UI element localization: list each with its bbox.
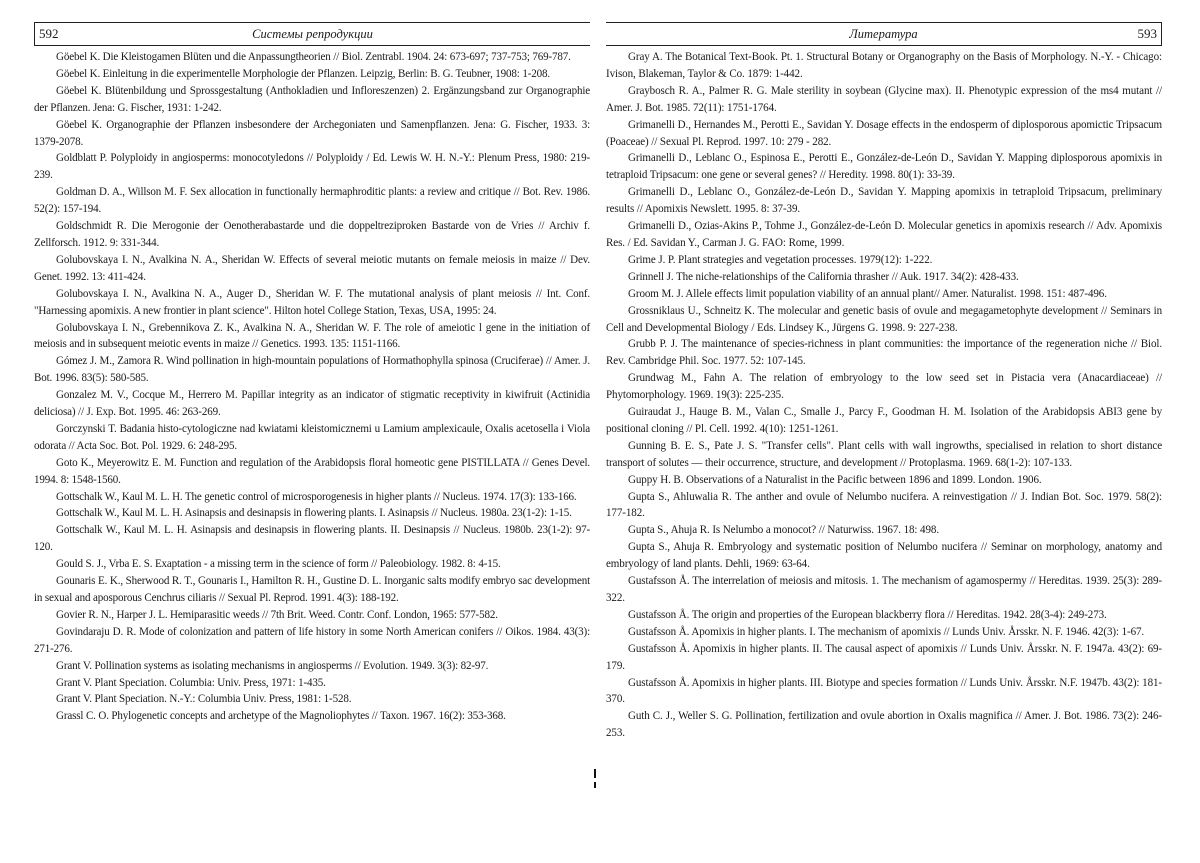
reference-entry: Gottschalk W., Kaul M. L. H. Asinapsis and desinapsis in flowering plants. II. Desinapsis // Nucleus. 1980b. 23(1-2): 97-120. — [34, 524, 590, 554]
reference-entry: Göebel K. Organographie der Pflanzen insbesondere der Archegoniaten und Samenpflanzen. Jena: G. Fischer, 1933. 3: 1379-2078. — [34, 118, 590, 148]
reference-entry: Golubovskaya I. N., Grebennikova Z. K., Avalkina N. A., Sheridan W. F. The role of ameiotic l gene in the initiation of meiosis and in subsequent meiotic events in maize // Genetics. 1993. 135: 1151-1166. — [34, 321, 590, 351]
reference-entry: Grinnell J. The niche-relationships of the California thrasher // Auk. 1917. 34(2): 428-433. — [628, 270, 1019, 283]
reference-entry: Grossniklaus U., Schneitz K. The molecular and genetic basis of ovule and megagametophyte development // Seminars in Cell and Developmental Biology / Eds. Lindsey K., Jürgens G. 1998. 9: 227-238. — [606, 304, 1162, 334]
right-reference-list — [606, 49, 1162, 742]
reference-entry: Gustafsson Å. Apomixis in higher plants. III. Biotype and species formation // Lunds Univ. Årsskr. N.F. 1947b. 43(2): 181-370. — [606, 676, 1162, 706]
reference-entry: Goto K., Meyerowitz E. M. Function and regulation of the Arabidopsis floral homeotic gene PISTILLATA // Genes Devel. 1994. 8: 1548-1560. — [34, 456, 590, 486]
reference-entry: Gustafsson Å. Apomixis in higher plants. II. The causal aspect of apomixis // Lunds Univ. Årsskr. N. F. 1947a. 43(2): 69-179. — [606, 642, 1162, 672]
reference-entry: Grimanelli D., Hernandes M., Perotti E., Savidan Y. Dosage effects in the endosperm of diplosporous apomictic Tripsacum (Poaceae) // Sexual Pl. Reprod. 1997. 10: 279 - 282. — [606, 118, 1162, 148]
reference-entry: Gottschalk W., Kaul M. L. H. The genetic control of microsporogenesis in higher plants // Nucleus. 1974. 17(3): 133-166. — [56, 490, 577, 503]
right-page-header — [606, 22, 1162, 46]
left-running-title: Системы репродукции — [252, 26, 373, 41]
left-page-number: 592 — [39, 26, 59, 41]
reference-entry: Göebel K. Blütenbildung und Sprossgestaltung (Anthokladien und Infloreszenzen) 2. Ergänzungsband zur Organographie der Pflanzen. Jena: G. Fischer, 1931: 1-242. — [34, 84, 590, 114]
reference-entry: Grimanelli D., Ozias-Akins P., Tohme J., González-de-León D. Molecular genetics in apomixis research // Adv. Apomixis Res. / Ed. Savidan Y., Carman J. G. FAO: Rome, 1999. — [606, 220, 1162, 249]
reference-entry: Golubovskaya I. N., Avalkina N. A., Sheridan W. Effects of several meiotic mutants on female meiosis in maize // Dev. Genet. 1992. 13: 411-424. — [34, 253, 590, 283]
reference-entry: Govindaraju D. R. Mode of colonization and pattern of life history in some North American conifers // Oikos. 1984. 43(3): 271-276. — [34, 625, 590, 655]
reference-entry: Gustafsson Å. The interrelation of meiosis and mitosis. 1. The mechanism of agamospermy // Hereditas. 1939. 25(3): 289-322. — [606, 575, 1162, 604]
reference-entry: Grant V. Plant Speciation. N.-Y.: Columbia Univ. Press, 1981: 1-528. — [56, 693, 352, 706]
reference-entry: Gounaris E. K., Sherwood R. T., Gounaris I., Hamilton R. H., Gustine D. L. Inorganic salts modify embryo sac development in sexual and aposporous Cenchrus ciliaris // Sexual Pl. Reprod. 1991. 4(3): 188-192. — [34, 575, 590, 604]
reference-entry: Grimanelli D., Leblanc O., González-de-León D., Savidan Y. Mapping apomixis in tetraploid Tripsacum, preliminary results // Apomixis Newslett. 1995. 8: 37-39. — [606, 186, 1162, 216]
reference-entry: Grundwag M., Fahn A. The relation of embryology to the low seed set in Pistacia vera (Anacardiaceae) // Phytomorphology. 1969. 19(3): 225-235. — [606, 372, 1162, 402]
reference-entry: Gupta S., Ahuja R. Embryology and systematic position of Nelumbo nucifera // Seminar on morphology, anatomy and embryology of land plants. Dehli, 1969: 63-64. — [606, 541, 1162, 571]
left-reference-list — [34, 49, 590, 725]
reference-entry: Guppy H. B. Observations of a Naturalist in the Pacific between 1896 and 1899. London. 1906. — [628, 473, 1042, 486]
reference-entry: Grassl C. O. Phylogenetic concepts and archetype of the Magnoliophytes // Taxon. 1967. 16(2): 353-368. — [56, 710, 506, 723]
reference-entry: Golubovskaya I. N., Avalkina N. A., Auger D., Sheridan W. F. The mutational analysis of plant meiosis // Int. Conf. "Harnessing apomixis. A new frontier in plant science". Hilton hotel College Station, Texas, USA, 1995: 24. — [34, 287, 590, 317]
reference-entry: Govier R. N., Harper J. L. Hemiparasitic weeds // 7th Brit. Weed. Contr. Conf. London, 1965: 577-582. — [56, 608, 498, 621]
reference-entry: Goldblatt P. Polyploidy in angiosperms: monocotyledons // Polyploidy / Ed. Lewis W. H. N.-Y.: Plenum Press, 1980: 219-239. — [34, 152, 590, 182]
right-running-title: Литература — [849, 26, 918, 41]
reference-entry: Gottschalk W., Kaul M. L. H. Asinapsis and desinapsis in flowering plants. I. Asinapsis // Nucleus. 1980a. 23(1-2): 1-15. — [56, 507, 572, 520]
reference-entry: Goldschmidt R. Die Merogonie der Oenotherabastarde und die doppeltreziproken Bastarde von de Vries // Archiv f. Zellforsch. 1912. 9: 331-344. — [34, 220, 590, 249]
reference-entry: Gustafsson Å. Apomixis in higher plants. I. The mechanism of apomixis // Lunds Univ. Årsskr. N. F. 1946. 42(3): 1-67. — [628, 625, 1145, 638]
reference-entry: Grubb P. J. The maintenance of species-richness in plant communities: the importance of the regeneration niche // Biol. Rev. Cambridge Phil. Soc. 1977. 52: 107-145. — [606, 338, 1162, 368]
left-page — [34, 22, 590, 852]
reference-entry: Gómez J. M., Zamora R. Wind pollination in high-mountain populations of Hormathophylla spinosa (Cruciferae) // Amer. J. Bot. 1996. 83(5): 580-585. — [34, 355, 590, 385]
reference-entry: Gupta S., Ahluwalia R. The anther and ovule of Nelumbo nucifera. A reinvestigation // J. Indian Bot. Soc. 1979. 58(2): 177-182. — [606, 490, 1162, 520]
right-page — [606, 22, 1162, 852]
reference-entry: Gonzalez M. V., Cocque M., Herrero M. Papillar integrity as an indicator of stigmatic receptivity in kiwifruit (Actinidia deliciosa) // J. Exp. Bot. 1995. 46: 263-269. — [34, 389, 590, 419]
reference-entry: Guth C. J., Weller S. G. Pollination, fertilization and ovule abortion in Oxalis magnifica // Amer. J. Bot. 1986. 73(2): 246-253. — [606, 710, 1162, 740]
reference-entry: Goldman D. A., Willson M. F. Sex allocation in functionally hermaphroditic plants: a review and critique // Bot. Rev. 1986. 52(2): 157-194. — [34, 186, 590, 216]
reference-entry: Graybosch R. A., Palmer R. G. Male sterility in soybean (Glycine max). II. Phenotypic expression of the ms4 mutant // Amer. J. Bot. 1985. 72(11): 1751-1764. — [606, 84, 1162, 114]
gutter-mark — [594, 769, 596, 778]
reference-entry: Göebel K. Die Kleistogamen Blüten und die Anpassungtheorien // Biol. Zentrabl. 1904. 24: 673-697; 737-753; 769-787. — [56, 51, 571, 63]
reference-entry: Gorczynski T. Badania histo-cytologiczne nad kwiatami kleistomicznemi u Lamium amplexicaule, Oxalis acetosella i Viola odorata // Acta Soc. Bot. Pol. 1929. 6: 248-295. — [34, 422, 590, 452]
reference-entry: Gunning B. E. S., Pate J. S. "Transfer cells". Plant cells with wall ingrowths, specialised in relation to short distance transport of solutes — their occurrence, structure, and development // Protoplasma. 1969. 68(1-2): 107-133. — [606, 439, 1162, 469]
reference-entry: Groom M. J. Allele effects limit population viability of an annual plant// Amer. Naturalist. 1998. 151: 487-496. — [628, 287, 1107, 300]
reference-entry: Grime J. P. Plant strategies and vegetation processes. 1979(12): 1-222. — [628, 253, 933, 266]
reference-entry: Guiraudat J., Hauge B. M., Valan C., Smalle J., Parcy F., Goodman H. M. Isolation of the Arabidopsis ABI3 gene by positional cloning // Pl. Cell. 1992. 4(10): 1251-1261. — [606, 406, 1162, 435]
reference-entry: Gould S. J., Vrba E. S. Exaptation - a missing term in the science of form // Paleobiology. 1982. 8: 4-15. — [56, 558, 501, 571]
reference-entry: Grimanelli D., Leblanc O., Espinosa E., Perotti E., González-de-León D., Savidan Y. Mapping diplosporous apomixis in tetraploid Tripsacum: one gene or several genes? // Heredity. 1998. 80(1): 33-39. — [606, 152, 1162, 182]
gutter-mark — [594, 782, 596, 788]
reference-entry: Gupta S., Ahuja R. Is Nelumbo a monocot? // Naturwiss. 1967. 18: 498. — [628, 524, 939, 537]
right-page-number: 593 — [1137, 26, 1157, 41]
reference-entry: Gustafsson Å. The origin and properties of the European blackberry flora // Hereditas. 1942. 28(3-4): 249-273. — [628, 608, 1107, 621]
reference-entry: Grant V. Pollination systems as isolating mechanisms in angiosperms // Evolution. 1949. 3(3): 82-97. — [56, 659, 489, 672]
reference-entry: Grant V. Plant Speciation. Columbia: Univ. Press, 1971: 1-435. — [56, 676, 326, 689]
reference-entry: Göebel K. Einleitung in die experimentelle Morphologie der Pflanzen. Leipzig, Berlin: B. G. Teubner, 1908: 1-208. — [56, 67, 550, 80]
reference-entry: Gray A. The Botanical Text-Book. Pt. 1. Structural Botany or Organography on the Basis of Morphology. N.-Y. - Chicago: Ivison, Blakeman, Taylor & Co. 1879: 1-442. — [606, 51, 1162, 80]
left-page-header — [34, 22, 590, 46]
